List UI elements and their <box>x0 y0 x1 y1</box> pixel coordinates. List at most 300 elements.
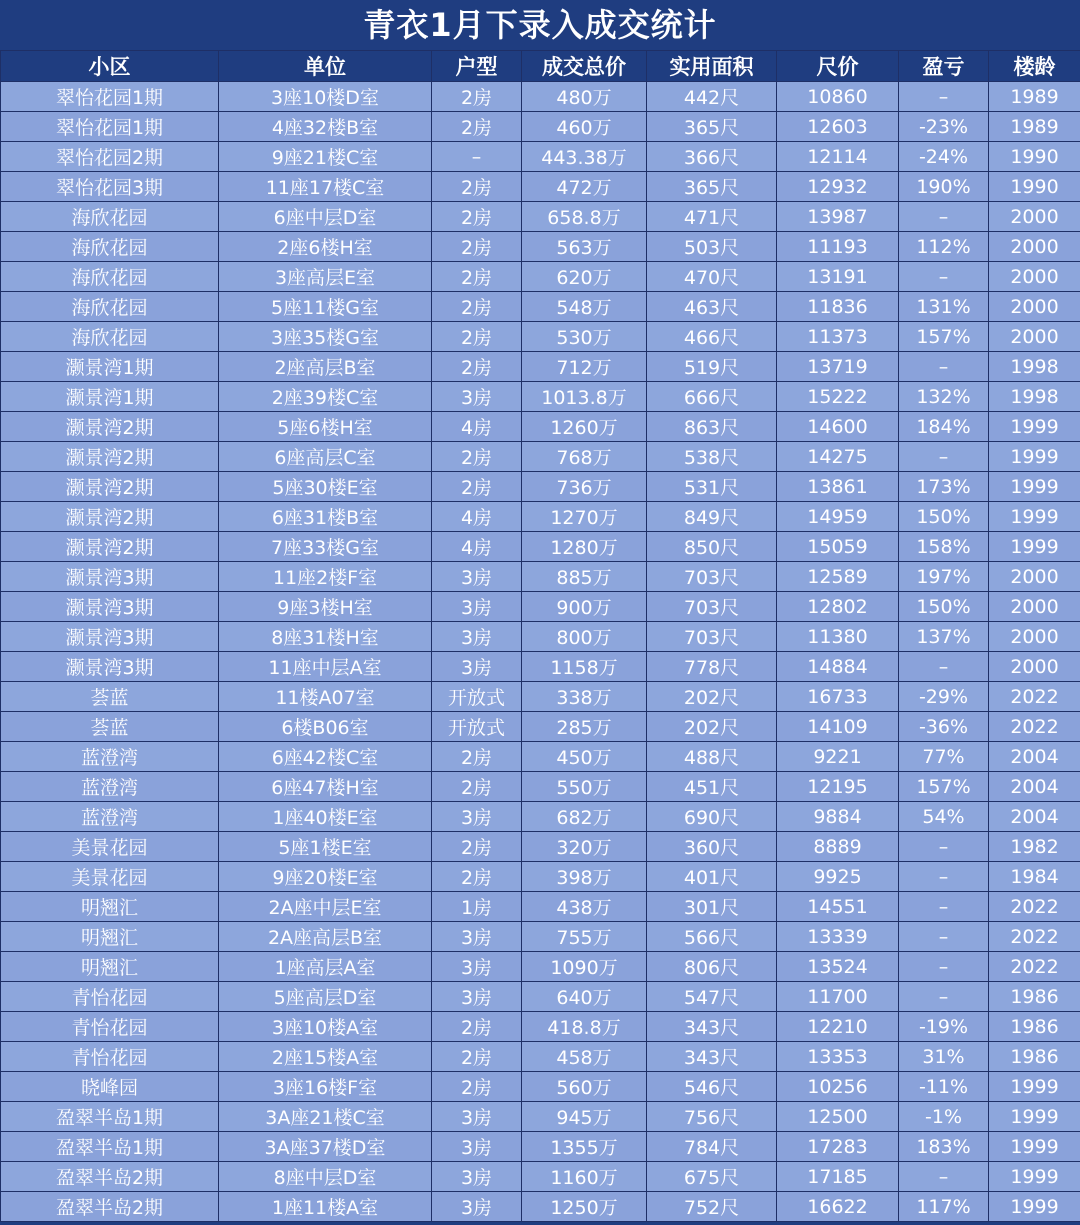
cell-saleable-area: 806尺 <box>647 952 777 982</box>
cell-gain-loss: 117% <box>899 1192 989 1222</box>
table-body <box>1 82 1080 1222</box>
cell-total-price: 1013.8万 <box>522 382 647 412</box>
cell-building-age: 2022 <box>989 712 1080 742</box>
cell-unit: 1座高层A室 <box>219 952 432 982</box>
cell-unit: 3座10楼D室 <box>219 82 432 112</box>
cell-unit: 5座30楼E室 <box>219 472 432 502</box>
table-row <box>1 292 1080 322</box>
table-row <box>1 382 1080 412</box>
cell-price-per-sqft: 9925 <box>777 862 899 892</box>
cell-saleable-area: 343尺 <box>647 1012 777 1042</box>
cell-price-per-sqft: 12195 <box>777 772 899 802</box>
cell-unit: 2座6楼H室 <box>219 232 432 262</box>
cell-layout: 2房 <box>432 772 522 802</box>
cell-building-age: 2000 <box>989 262 1080 292</box>
column-header-price-per-sqft: 尺价 <box>777 51 899 82</box>
cell-saleable-area: 690尺 <box>647 802 777 832</box>
table-row <box>1 1072 1080 1102</box>
cell-layout: 3房 <box>432 1192 522 1222</box>
cell-layout: 3房 <box>432 922 522 952</box>
cell-estate: 灏景湾1期 <box>1 382 219 412</box>
cell-total-price: 480万 <box>522 82 647 112</box>
cell-estate: 青怡花园 <box>1 982 219 1012</box>
cell-building-age: 1999 <box>989 1132 1080 1162</box>
cell-saleable-area: 547尺 <box>647 982 777 1012</box>
cell-price-per-sqft: 12114 <box>777 142 899 172</box>
cell-total-price: 1355万 <box>522 1132 647 1162</box>
cell-gain-loss: -19% <box>899 1012 989 1042</box>
cell-gain-loss: -24% <box>899 142 989 172</box>
table-row <box>1 112 1080 142</box>
cell-total-price: 548万 <box>522 292 647 322</box>
table-row <box>1 1192 1080 1222</box>
cell-saleable-area: 756尺 <box>647 1102 777 1132</box>
cell-saleable-area: 365尺 <box>647 172 777 202</box>
cell-unit: 3座16楼F室 <box>219 1072 432 1102</box>
cell-layout: 3房 <box>432 562 522 592</box>
cell-total-price: 620万 <box>522 262 647 292</box>
cell-building-age: 1999 <box>989 1162 1080 1192</box>
cell-layout: 3房 <box>432 592 522 622</box>
cell-total-price: 285万 <box>522 712 647 742</box>
cell-layout: 3房 <box>432 652 522 682</box>
cell-estate: 青怡花园 <box>1 1042 219 1072</box>
cell-estate: 海欣花园 <box>1 232 219 262</box>
table-row <box>1 1102 1080 1132</box>
cell-gain-loss: 184% <box>899 412 989 442</box>
cell-unit: 5座6楼H室 <box>219 412 432 442</box>
cell-building-age: 1999 <box>989 1102 1080 1132</box>
cell-price-per-sqft: 13353 <box>777 1042 899 1072</box>
cell-unit: 3座10楼A室 <box>219 1012 432 1042</box>
cell-building-age: 1999 <box>989 472 1080 502</box>
cell-building-age: 2022 <box>989 682 1080 712</box>
cell-estate: 青怡花园 <box>1 1012 219 1042</box>
cell-saleable-area: 703尺 <box>647 562 777 592</box>
cell-estate: 海欣花园 <box>1 292 219 322</box>
cell-estate: 翠怡花园2期 <box>1 142 219 172</box>
cell-estate: 灏景湾3期 <box>1 592 219 622</box>
cell-layout: 2房 <box>432 1042 522 1072</box>
cell-estate: 海欣花园 <box>1 202 219 232</box>
cell-unit: 11座2楼F室 <box>219 562 432 592</box>
cell-estate: 灏景湾2期 <box>1 412 219 442</box>
cell-layout: 3房 <box>432 802 522 832</box>
cell-building-age: 2004 <box>989 742 1080 772</box>
cell-price-per-sqft: 12589 <box>777 562 899 592</box>
cell-gain-loss: – <box>899 262 989 292</box>
cell-saleable-area: 366尺 <box>647 142 777 172</box>
cell-building-age: 1999 <box>989 412 1080 442</box>
cell-gain-loss: 137% <box>899 622 989 652</box>
cell-saleable-area: 488尺 <box>647 742 777 772</box>
table-row <box>1 592 1080 622</box>
cell-gain-loss: – <box>899 442 989 472</box>
cell-unit: 6座中层D室 <box>219 202 432 232</box>
cell-estate: 盈翠半岛2期 <box>1 1162 219 1192</box>
table-row <box>1 142 1080 172</box>
cell-unit: 2座高层B室 <box>219 352 432 382</box>
cell-total-price: 563万 <box>522 232 647 262</box>
table-row <box>1 862 1080 892</box>
cell-saleable-area: 666尺 <box>647 382 777 412</box>
cell-total-price: 550万 <box>522 772 647 802</box>
cell-unit: 3A座21楼C室 <box>219 1102 432 1132</box>
cell-building-age: 2000 <box>989 622 1080 652</box>
cell-gain-loss: – <box>899 652 989 682</box>
cell-total-price: 1260万 <box>522 412 647 442</box>
cell-saleable-area: 202尺 <box>647 682 777 712</box>
cell-unit: 5座高层D室 <box>219 982 432 1012</box>
cell-estate: 灏景湾3期 <box>1 562 219 592</box>
cell-building-age: 1986 <box>989 1042 1080 1072</box>
cell-unit: 1座40楼E室 <box>219 802 432 832</box>
cell-gain-loss: 157% <box>899 322 989 352</box>
cell-layout: 3房 <box>432 382 522 412</box>
cell-unit: 9座3楼H室 <box>219 592 432 622</box>
cell-saleable-area: 778尺 <box>647 652 777 682</box>
cell-saleable-area: 442尺 <box>647 82 777 112</box>
cell-estate: 灏景湾2期 <box>1 442 219 472</box>
cell-gain-loss: 173% <box>899 472 989 502</box>
table-row <box>1 922 1080 952</box>
cell-layout: 4房 <box>432 502 522 532</box>
table-row <box>1 682 1080 712</box>
cell-saleable-area: 360尺 <box>647 832 777 862</box>
cell-gain-loss: – <box>899 82 989 112</box>
cell-unit: 8座31楼H室 <box>219 622 432 652</box>
cell-estate: 灏景湾2期 <box>1 532 219 562</box>
cell-price-per-sqft: 11380 <box>777 622 899 652</box>
cell-building-age: 2000 <box>989 322 1080 352</box>
cell-total-price: 755万 <box>522 922 647 952</box>
cell-price-per-sqft: 13524 <box>777 952 899 982</box>
cell-building-age: 1989 <box>989 112 1080 142</box>
cell-gain-loss: 183% <box>899 1132 989 1162</box>
cell-gain-loss: 150% <box>899 592 989 622</box>
cell-unit: 4座32楼B室 <box>219 112 432 142</box>
cell-estate: 翠怡花园1期 <box>1 82 219 112</box>
cell-layout: 1房 <box>432 892 522 922</box>
cell-gain-loss: – <box>899 952 989 982</box>
cell-saleable-area: 703尺 <box>647 622 777 652</box>
cell-layout: 2房 <box>432 172 522 202</box>
cell-gain-loss: 112% <box>899 232 989 262</box>
cell-layout: 2房 <box>432 472 522 502</box>
cell-estate: 灏景湾3期 <box>1 622 219 652</box>
cell-price-per-sqft: 13987 <box>777 202 899 232</box>
cell-gain-loss: 190% <box>899 172 989 202</box>
column-header-saleable-area: 实用面积 <box>647 51 777 82</box>
cell-layout: 4房 <box>432 532 522 562</box>
cell-total-price: 1090万 <box>522 952 647 982</box>
cell-total-price: 736万 <box>522 472 647 502</box>
cell-building-age: 1999 <box>989 532 1080 562</box>
cell-building-age: 2000 <box>989 652 1080 682</box>
cell-building-age: 1986 <box>989 1012 1080 1042</box>
cell-saleable-area: 451尺 <box>647 772 777 802</box>
cell-gain-loss: – <box>899 832 989 862</box>
cell-estate: 荟蓝 <box>1 682 219 712</box>
cell-estate: 翠怡花园1期 <box>1 112 219 142</box>
cell-unit: 6座31楼B室 <box>219 502 432 532</box>
cell-saleable-area: 675尺 <box>647 1162 777 1192</box>
cell-gain-loss: 54% <box>899 802 989 832</box>
cell-saleable-area: 503尺 <box>647 232 777 262</box>
cell-price-per-sqft: 14109 <box>777 712 899 742</box>
cell-unit: 1座11楼A室 <box>219 1192 432 1222</box>
table-row <box>1 772 1080 802</box>
cell-saleable-area: 531尺 <box>647 472 777 502</box>
cell-gain-loss: 132% <box>899 382 989 412</box>
cell-estate: 明翘汇 <box>1 952 219 982</box>
cell-total-price: 1160万 <box>522 1162 647 1192</box>
cell-gain-loss: 158% <box>899 532 989 562</box>
cell-estate: 盈翠半岛2期 <box>1 1192 219 1222</box>
cell-building-age: 2000 <box>989 562 1080 592</box>
cell-gain-loss: 131% <box>899 292 989 322</box>
cell-price-per-sqft: 8889 <box>777 832 899 862</box>
cell-gain-loss: – <box>899 892 989 922</box>
cell-gain-loss: – <box>899 982 989 1012</box>
table-row <box>1 502 1080 532</box>
cell-estate: 翠怡花园3期 <box>1 172 219 202</box>
column-header-total-price: 成交总价 <box>522 51 647 82</box>
cell-layout: 2房 <box>432 1072 522 1102</box>
cell-layout: 2房 <box>432 1012 522 1042</box>
cell-price-per-sqft: 16733 <box>777 682 899 712</box>
cell-price-per-sqft: 15222 <box>777 382 899 412</box>
cell-estate: 晓峰园 <box>1 1072 219 1102</box>
cell-building-age: 1998 <box>989 352 1080 382</box>
cell-total-price: 398万 <box>522 862 647 892</box>
cell-gain-loss: – <box>899 1162 989 1192</box>
table-row <box>1 562 1080 592</box>
cell-building-age: 1986 <box>989 982 1080 1012</box>
cell-estate: 灏景湾2期 <box>1 502 219 532</box>
table-row <box>1 472 1080 502</box>
cell-building-age: 2004 <box>989 772 1080 802</box>
cell-unit: 3A座37楼D室 <box>219 1132 432 1162</box>
cell-estate: 灏景湾2期 <box>1 472 219 502</box>
cell-layout: 开放式 <box>432 682 522 712</box>
cell-saleable-area: 401尺 <box>647 862 777 892</box>
cell-layout: 4房 <box>432 412 522 442</box>
cell-total-price: 800万 <box>522 622 647 652</box>
cell-total-price: 682万 <box>522 802 647 832</box>
cell-price-per-sqft: 15059 <box>777 532 899 562</box>
cell-total-price: 712万 <box>522 352 647 382</box>
cell-price-per-sqft: 11373 <box>777 322 899 352</box>
cell-price-per-sqft: 14551 <box>777 892 899 922</box>
table-row <box>1 1012 1080 1042</box>
cell-total-price: 768万 <box>522 442 647 472</box>
table-row <box>1 262 1080 292</box>
cell-price-per-sqft: 16622 <box>777 1192 899 1222</box>
cell-price-per-sqft: 14959 <box>777 502 899 532</box>
table-row <box>1 232 1080 262</box>
cell-price-per-sqft: 17185 <box>777 1162 899 1192</box>
cell-building-age: 1982 <box>989 832 1080 862</box>
cell-estate: 海欣花园 <box>1 262 219 292</box>
cell-estate: 灏景湾3期 <box>1 652 219 682</box>
cell-gain-loss: – <box>899 922 989 952</box>
cell-layout: 2房 <box>432 322 522 352</box>
cell-total-price: 320万 <box>522 832 647 862</box>
cell-gain-loss: 157% <box>899 772 989 802</box>
cell-saleable-area: 752尺 <box>647 1192 777 1222</box>
cell-price-per-sqft: 14600 <box>777 412 899 442</box>
cell-unit: 11座17楼C室 <box>219 172 432 202</box>
table-row <box>1 202 1080 232</box>
cell-building-age: 1990 <box>989 172 1080 202</box>
table-header-row <box>1 51 1080 82</box>
cell-layout: 2房 <box>432 232 522 262</box>
cell-total-price: 338万 <box>522 682 647 712</box>
table-row <box>1 982 1080 1012</box>
cell-price-per-sqft: 14275 <box>777 442 899 472</box>
cell-estate: 荟蓝 <box>1 712 219 742</box>
cell-gain-loss: 197% <box>899 562 989 592</box>
table-row <box>1 172 1080 202</box>
cell-layout: 2房 <box>432 352 522 382</box>
cell-total-price: 1270万 <box>522 502 647 532</box>
cell-total-price: 1280万 <box>522 532 647 562</box>
cell-unit: 7座33楼G室 <box>219 532 432 562</box>
cell-layout: 2房 <box>432 742 522 772</box>
table-row <box>1 802 1080 832</box>
cell-estate: 美景花园 <box>1 862 219 892</box>
cell-unit: 6座高层C室 <box>219 442 432 472</box>
cell-price-per-sqft: 13339 <box>777 922 899 952</box>
cell-building-age: 1999 <box>989 1192 1080 1222</box>
cell-total-price: 443.38万 <box>522 142 647 172</box>
cell-saleable-area: 471尺 <box>647 202 777 232</box>
table-row <box>1 352 1080 382</box>
cell-layout: 2房 <box>432 202 522 232</box>
cell-unit: 9座20楼E室 <box>219 862 432 892</box>
table-row <box>1 442 1080 472</box>
cell-layout: 3房 <box>432 1162 522 1192</box>
cell-total-price: 1158万 <box>522 652 647 682</box>
table-row <box>1 82 1080 112</box>
cell-layout: – <box>432 142 522 172</box>
transactions-table <box>0 50 1080 1222</box>
cell-unit: 11座中层A室 <box>219 652 432 682</box>
column-header-unit: 单位 <box>219 51 432 82</box>
cell-building-age: 2000 <box>989 592 1080 622</box>
cell-unit: 2座39楼C室 <box>219 382 432 412</box>
cell-total-price: 560万 <box>522 1072 647 1102</box>
cell-unit: 9座21楼C室 <box>219 142 432 172</box>
table-row <box>1 742 1080 772</box>
cell-price-per-sqft: 12932 <box>777 172 899 202</box>
table-row <box>1 1162 1080 1192</box>
cell-unit: 8座中层D室 <box>219 1162 432 1192</box>
cell-gain-loss: -36% <box>899 712 989 742</box>
cell-layout: 3房 <box>432 952 522 982</box>
cell-total-price: 900万 <box>522 592 647 622</box>
cell-total-price: 945万 <box>522 1102 647 1132</box>
cell-total-price: 658.8万 <box>522 202 647 232</box>
table-row <box>1 952 1080 982</box>
cell-price-per-sqft: 10256 <box>777 1072 899 1102</box>
cell-gain-loss: -1% <box>899 1102 989 1132</box>
cell-gain-loss: – <box>899 202 989 232</box>
table-row <box>1 532 1080 562</box>
cell-unit: 6楼B06室 <box>219 712 432 742</box>
column-header-gain-loss: 盈亏 <box>899 51 989 82</box>
cell-building-age: 1999 <box>989 502 1080 532</box>
table-row <box>1 1042 1080 1072</box>
cell-saleable-area: 343尺 <box>647 1042 777 1072</box>
cell-saleable-area: 466尺 <box>647 322 777 352</box>
cell-price-per-sqft: 11193 <box>777 232 899 262</box>
cell-building-age: 2022 <box>989 952 1080 982</box>
cell-building-age: 2000 <box>989 232 1080 262</box>
cell-price-per-sqft: 13719 <box>777 352 899 382</box>
cell-building-age: 2022 <box>989 892 1080 922</box>
cell-gain-loss: -23% <box>899 112 989 142</box>
cell-saleable-area: 301尺 <box>647 892 777 922</box>
cell-building-age: 1989 <box>989 82 1080 112</box>
cell-unit: 3座35楼G室 <box>219 322 432 352</box>
cell-unit: 3座高层E室 <box>219 262 432 292</box>
cell-building-age: 1998 <box>989 382 1080 412</box>
cell-building-age: 2022 <box>989 922 1080 952</box>
cell-saleable-area: 538尺 <box>647 442 777 472</box>
cell-saleable-area: 365尺 <box>647 112 777 142</box>
table-row <box>1 1132 1080 1162</box>
cell-building-age: 2000 <box>989 292 1080 322</box>
cell-saleable-area: 850尺 <box>647 532 777 562</box>
cell-estate: 盈翠半岛1期 <box>1 1102 219 1132</box>
cell-building-age: 1984 <box>989 862 1080 892</box>
cell-unit: 6座42楼C室 <box>219 742 432 772</box>
cell-price-per-sqft: 17283 <box>777 1132 899 1162</box>
cell-total-price: 458万 <box>522 1042 647 1072</box>
cell-unit: 5座1楼E室 <box>219 832 432 862</box>
cell-price-per-sqft: 11836 <box>777 292 899 322</box>
cell-estate: 美景花园 <box>1 832 219 862</box>
cell-estate: 灏景湾1期 <box>1 352 219 382</box>
cell-price-per-sqft: 10860 <box>777 82 899 112</box>
cell-unit: 2A座中层E室 <box>219 892 432 922</box>
table-row <box>1 322 1080 352</box>
cell-layout: 2房 <box>432 442 522 472</box>
cell-building-age: 1999 <box>989 442 1080 472</box>
cell-saleable-area: 863尺 <box>647 412 777 442</box>
table-row <box>1 652 1080 682</box>
cell-gain-loss: 150% <box>899 502 989 532</box>
table-row <box>1 832 1080 862</box>
cell-saleable-area: 519尺 <box>647 352 777 382</box>
table-row <box>1 892 1080 922</box>
cell-layout: 2房 <box>432 832 522 862</box>
cell-saleable-area: 703尺 <box>647 592 777 622</box>
cell-building-age: 1999 <box>989 1072 1080 1102</box>
cell-price-per-sqft: 9221 <box>777 742 899 772</box>
cell-estate: 海欣花园 <box>1 322 219 352</box>
cell-price-per-sqft: 9884 <box>777 802 899 832</box>
cell-unit: 2座15楼A室 <box>219 1042 432 1072</box>
cell-gain-loss: – <box>899 352 989 382</box>
cell-total-price: 530万 <box>522 322 647 352</box>
cell-gain-loss: – <box>899 862 989 892</box>
cell-saleable-area: 784尺 <box>647 1132 777 1162</box>
cell-unit: 5座11楼G室 <box>219 292 432 322</box>
cell-layout: 3房 <box>432 622 522 652</box>
